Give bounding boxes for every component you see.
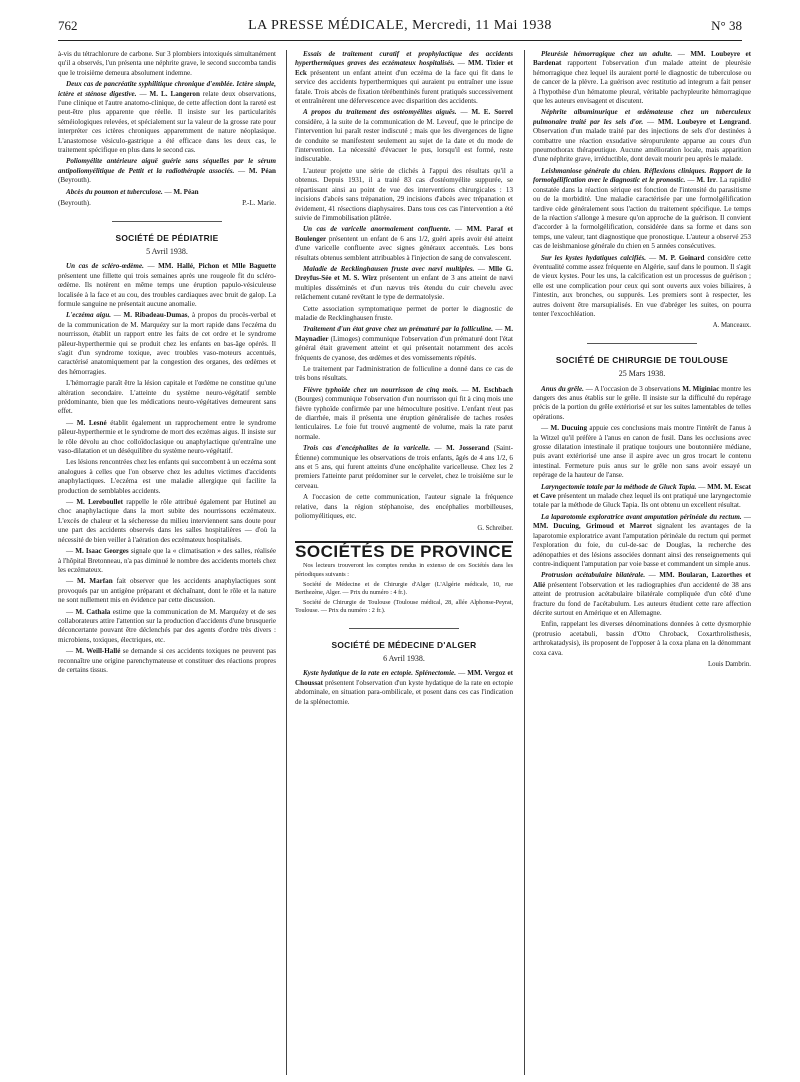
article-body: considère, à la suite de la communication de M. Leveuf, que le principe de l'intervention lui paraît rester indiscuté ; mais que les divergences de ligne de conduite se manifestent seulement au sujet de la date et du mode de l'intervention. La nécessité d'évacuer le pus, lorsqu'il est formé, reste indiscutable. (295, 117, 513, 164)
article-author: M. Miginiac (682, 384, 720, 393)
page-number: 762 (58, 18, 78, 33)
article-body: fait observer que les accidents anaphylactiques sont provoqués par un antigène préparant et déchaînant, dont le rôle et la nature ne sont nullement mis en évidence par cette discussion. (58, 577, 276, 605)
article-body: à propos du procès-verbal et de la communication de M. Marquézy sur la mort rapide dans l'eczéma du nourrisson, établit un rapport entre les faits de cet ordre et le syndrome pâleur-hyperthermie qui se produit chez les enfants en bas-âge opérés. Il s'agit d'un syndrome toxique, avec troubles vaso-moteurs accentués, caractérisé anatomiquement par la congestion des organes, des œdèmes et des hémorragies. (58, 311, 276, 376)
article: Néphrite albuminurique et œdémateuse chez un tuberculeux pulmonaire traité par les sels d'or. — MM. Loubeyre et Lengrand. Observation d'un malade traité par des injections de sels d'or destinées à combattre une réaction exsudative séropurulente apparue au cours d'un pneumothorax thérapeutique. Aucune amélioration locale, mais apparition d'une néphrite grave, irréductible, dont devait mourir peu après le malade. (533, 108, 751, 164)
signature: P.-L. Marie. (242, 199, 276, 208)
article-title: Maladie de Recklinghausen fruste avec nævi multiples. (303, 264, 475, 273)
article-author: M. Maynadier (295, 325, 513, 343)
signature-line (58, 199, 276, 208)
section-banner: SOCIÉTÉS DE PROVINCE (295, 541, 513, 561)
article: Laryngectomie totale par la méthode de Gluck Tapia. — MM. M. Escat et Cave présentent un malade chez lequel ils ont pratiqué une laryngectomie totale par la méthode de Gluck Tapia. Ils ont obtenu un excellent résultat. (533, 482, 751, 510)
article-body: présentent une fillette qui trois semaines après une rougeole fit du scléro-œdème. Ils notèrent en même temps une éruption papulo-vésiculeuse localisée à la face et au cou, des troubles cardiaques avec bruit de galop. La formule sanguine ne présentait aucune anomalie. (58, 271, 276, 308)
article-author: M. Péan (173, 187, 199, 196)
paragraph: Enfin, rappelant les diverses dénominations données à cette dysmorphie (protrusio acetabuli, bassin d'Otto Chroback, Coxarthrolisthesis, arthrokatadysis), ils proposent de l'opposer à la coxa plana en la dénommant coxa cava. (533, 620, 751, 657)
paragraph: Le traitement par l'administration de folliculine a donné dans ce cas de très bons résultats. (295, 365, 513, 383)
article: Leishmaniose générale du chien. Réflexions cliniques. Rapport de la formolgélification avec le diagnostic et le pronostic. — M. Irr. La rapidité constatée dans la réaction sérique est fonction de l'intensité du parasitisme ou de la morbidité. Une maladie caractérisée par une formolgélification tardive cède généralement sous l'action du traitement spécifique. Le temps de la réaction s'allonge à mesure qu'on approche de la guérison. Il convient d'accorder à la formolgélification, considérée dans sa forme et dans son temps, une valeur, tant diagnostique que pronostique. L'auteur a observé 253 cas de leishmaniose générale du chien en 5 années consécutives. (533, 166, 751, 251)
article: Fièvre typhoïde chez un nourrisson de cinq mois. — M. Eschbach (Bourges) communique l'observation d'un nourrisson qui fit à cinq mois une fièvre typhoïde confirmée par une hémoculture positive. L'enfant n'eut pas de diarrhée, mais il présenta une éruption généralisée de taches rosées lenticulaires. Le foie fut trouvé augmenté de volume, mais la rate parut normale. (295, 385, 513, 441)
section-date: 25 Mars 1938. (618, 369, 666, 379)
column-rule (286, 50, 287, 1075)
paragraph: A l'occasion de cette communication, l'auteur signale la fréquence relative, dans la région stéphanoise, des encéphalies morbilleuses, poliomyélitiques, etc. (295, 493, 513, 521)
article-body: La rapidité constatée dans la réaction sérique est fonction de l'intensité du parasitisme ou de la morbidité. Une maladie caractérisée par une formolgélification tardive cède généralement sous l'action du traitement spécifique. Le temps de la réaction s'allonge à mesure qu'on approche de la guérison. Il convient d'accorder à la formolgélification, considérée dans sa forme et dans son temps, une valeur, tant diagnostique que pronostique. L'auteur a observé 253 cas de leishmaniose générale du chien en 5 années consécutives. (533, 176, 751, 251)
article-title: Sur les kystes hydatiques calcifiés. (541, 253, 647, 262)
section-heading: SOCIÉTÉ DE MÉDECINE D'ALGER (331, 639, 477, 650)
article: Kyste hydatique de la rate en ectopie. Splénectomie. — MM. Vergoz et Choussat présentent l'observation d'un kyste hydatique de la rate en ectopie abdominale, en situation para-ombilicale, et posent dans ces cas l'indication de la splénectomie. (295, 669, 513, 706)
article-title: Fièvre typhoïde chez un nourrisson de cinq mois. (303, 385, 459, 394)
article-body: montre les dangers des anus établis sur le grêle. Il insiste sur la difficulté du repérage précis de la portion du grêle extériorisé et sur les suites lamentables de telles opérations. (533, 384, 751, 421)
article-title: A propos du traitement des ostéomyélites aiguës. (303, 108, 457, 117)
article-body: signale que la « climatisation » des salles, réalisée à l'hôpital Bretonneau, n'a pas diminué le nombre des accidents mortels chez les eczémateux. (58, 547, 276, 574)
column-left (58, 50, 276, 1080)
article-place: (Limoges) (330, 334, 361, 343)
article: Pleurésie hémorragique chez un adulte. — MM. Loubeyre et Bardenat rapportent l'observation d'un malade atteint de pleurésie hémorragique chez lequel ils auraient porté le diagnostic de tuberculose ou de cancer de la plèvre. La guérison avec restitutio ad integrum a fait penser à l'hypothèse d'un hématome pleural, véritable pachypleurite hémorragique que les auteurs envisagent et discutent. (533, 50, 751, 106)
signature: G. Schreiber. (477, 524, 513, 532)
section-date: 5 Avril 1938. (146, 246, 188, 256)
signature: A. Manceaux. (712, 322, 751, 330)
article-title: Leishmaniose générale du chien. Réflexions cliniques. Rapport de la formolgélification avec le diagnostic et le pronostic. (533, 166, 751, 185)
article-title: Traitement d'un état grave chez un prématuré par la folliculine. (303, 325, 494, 334)
article-author: M. P. Goinard (659, 253, 705, 262)
article: — M. Isaac Georges signale que la « climatisation » des salles, réalisée à l'hôpital Bretonneau, n'a pas diminué le nombre des accidents mortels chez les eczémateux. (58, 547, 276, 574)
article-title: Pleurésie hémorragique chez un adulte. (541, 50, 673, 58)
paragraph: Cette association symptomatique permet de porter le diagnostic de maladie de Recklinghausen fruste. (295, 304, 513, 322)
article-title: Abcès du poumon et tuberculose. (66, 187, 163, 196)
article-author: M. Ducuing (550, 424, 587, 433)
article-title: Deux cas de pancréatite syphilitique chronique d'emblée. Ictère simple, ictère et sténose digestive. (58, 80, 276, 98)
section-date: 6 Avril 1938. (383, 653, 425, 663)
article-title: Anus du grêle. (541, 384, 584, 393)
article-body: considère cette éventualité comme assez fréquente en Algérie, sauf dans le poumon. Il s'agit de vieux kystes. Pour les uns, la calcification est un processus de guérison ; elle est une complication pour ceux qui sont ouverts aux voies biliaires, à l'intestin, aux bronches, ou suppurés. Les premiers sont à respecter, les autres doivent être marsupialisés. En vue d'abréger les suites, on pourra tenter l'excochléation. (533, 253, 751, 318)
article-author: M. Marfan (77, 577, 113, 586)
article: Abcès du poumon et tuberculose. — M. Péan (66, 187, 199, 196)
separator (112, 221, 222, 222)
article-author: M. Péan (248, 166, 276, 175)
article-author: MM. M. Escat et Cave (533, 482, 751, 501)
article: Protrusion acétabulaire bilatérale. — MM. Boularan, Lazorthes et Alié présentent l'observation et les radiographies d'un accidenté de 38 ans atteint de protrusion acétabulaire bilatérale compliquée d'un côté d'une fracture du fond de l'acétabulum. Les auteurs étudient cette rare affection décrite surtout en Amérique et en Allemagne. (533, 571, 751, 617)
article-author: MM. Paraf et Boulenger (295, 225, 513, 243)
article-author: MM. Boularan, Lazorthes et Alié (533, 571, 751, 589)
article-body: présentent un enfant de 3 ans atteint de nævi multiples disséminés et d'un nævus très étendu du cuir chevelu avec relâchement cutané revêtant le type de dermatolysie. (295, 274, 513, 302)
article: Un cas de varicelle anormalement confluente. — MM. Paraf et Boulenger présentent un enfant de 6 ans 1/2, guéri après avoir été atteint d'une varicelle confluente avec signes généraux accentués. Les bons résultats obtenus semblent attribuables à l'injection de sang de convalescent. (295, 225, 513, 262)
article-author: MM. Vergoz et Choussat (295, 669, 513, 687)
article-body: Observation d'un malade traité par des injections de sels d'or destinées à combattre une réaction exsudative séropurulente apparue au cours d'un pneumothorax thérapeutique. Aucune amélioration locale, mais apparition d'une néphrite grave, irréductible, dont devait mourir peu après le malade. (533, 127, 751, 164)
article-body: présentent un enfant de 6 ans 1/2, guéri après avoir été atteint d'une varicelle confluente avec signes généraux accentués. Les bons résultats obtenus semblent attribuables à l'injection de sang de convalescent. (295, 234, 513, 262)
article: A propos du traitement des ostéomyélites aiguës. — M. E. Sorrel considère, à la suite de la communication de M. Leveuf, que le principe de l'intervention lui paraît rester indiscuté ; mais que les divergences de ligne de conduite se manifestent seulement au sujet de la date et du mode de l'intervention. La nécessité d'évacuer le pus, lorsqu'il est formé, reste indiscutable. (295, 108, 513, 164)
article-title: L'eczéma aigu. (66, 311, 112, 320)
article-author: M. Cathala (75, 607, 111, 616)
separator (587, 343, 697, 344)
article: — M. Ducuing appuie ces conclusions mais montre l'intérêt de l'anus à la Witzel qu'il préfère à l'anus en canon de fusil. Dans les occlusions avec grosse dilatation intestinale il pratique toujours une boutonnière médiane, puis avant extériorisé une anse il aspire avec un gros trocart le contenu intestinal. Fermeture puis anus sur le grêle non sans avoir essayé un repérage de la hauteur de l'anse. (533, 424, 751, 480)
separator (349, 628, 459, 629)
article-author: MM. Hallé, Pichon et Mlle Baguette (158, 262, 276, 271)
article-author: M. Weill-Hallé (75, 647, 121, 656)
article-author: M. Lesné (76, 418, 107, 427)
article-body: se demande si ces accidents toxiques ne peuvent pas reconnaître une origine parenchymateuse et constituer des réactions propres de certains tissus. (58, 647, 276, 674)
article: Poliomyélite antérieure aiguë guérie sans séquelles par le sérum antipoliomyélitique de Pettit et la radiothérapie associés. — M. Péan (Beyrouth). (58, 157, 276, 185)
article-body: communique l'observation d'un nourrisson qui fit à cinq mois une fièvre typhoïde confirmée par une hémoculture positive. L'enfant n'eut pas de diarrhée, mais il présenta une éruption généralisée de taches rosées lenticulaires. Le foie fut trouvé augmenté de volume, mais la rate parut normale. (295, 395, 513, 441)
article-lead: A l'occasion de 3 observations (594, 384, 681, 393)
article: L'eczéma aigu. — M. Ribadeau-Dumas, à propos du procès-verbal et de la communication de M. Marquézy sur la mort rapide dans l'eczéma du nourrisson, établit un rapport entre les faits de cet ordre et le syndrome pâleur-hyperthermie qui se produit chez les enfants en bas-âge opérés. Il s'agit d'un syndrome toxique, avec troubles vaso-moteurs accentués, caractérisé anatomiquement par la congestion des organes, des œdèmes et des hémorragies. (58, 311, 276, 376)
article-body: rapportent l'observation d'un malade atteint de pleurésie hémorragique chez lequel ils auraient porté le diagnostic de tuberculose ou de cancer de la plèvre. La guérison avec restitutio ad integrum a fait penser à l'hypothèse d'un hématome pleural, véritable pachypleurite hémorragique que les auteurs envisagent et discutent. (533, 59, 751, 106)
article-body: présentent un enfant atteint d'un eczéma de la face qui fit dans le service des accidents hyperthermiques qui auraient pu entraîner une issue fatale. Trois abcès de fixation térébenthinés furent pratiqués successivement et entraînèrent une défervescence avec disparition des accidents. (295, 68, 513, 106)
article-body: communique les observations de trois enfants, âgés de 4 ans 1/2, 6 ans et 5 ans, qui furent atteints d'une encéphalite varicelleuse. Chez les 2 premiers l'atteinte parut prédominer sur le cervelet, chez le troisième sur le cerveau. (295, 453, 513, 490)
section-heading: SOCIÉTÉ DE CHIRURGIE DE TOULOUSE (555, 354, 729, 365)
column-rule (524, 50, 525, 1075)
article-body: présentent l'observation d'un kyste hydatique de la rate en ectopie abdominale, en situation para-ombilicale, et posent dans ces cas l'indication de la splénectomie. (295, 678, 513, 706)
article: — M. Weill-Hallé se demande si ces accidents toxiques ne peuvent pas reconnaître une origine parenchymateuse et constituer des réactions propres de certains tissus. (58, 647, 276, 674)
article-body: présentent un malade chez lequel ils ont pratiqué une laryngectomie totale par la méthode de Gluck Tapia. Ils ont obtenu un excellent résultat. (533, 492, 751, 510)
article-body: présentent l'observation et les radiographies d'un accidenté de 38 ans atteint de protrusion acétabulaire bilatérale compliquée d'un côté d'une fracture du fond de l'acétabulum. Les auteurs étudient cette rare affection décrite surtout en Amérique et en Allemagne. (533, 580, 751, 617)
article-title: Trois cas d'encéphalites de la varicelle. (303, 444, 431, 453)
article-body: communique l'observation d'un prématuré dont l'état général était gravement atteint et qui présentait notamment des accès fréquents de cyanose, des œdèmes et des vomissements répétés. (295, 334, 513, 362)
article-place: (Bourges) (295, 395, 324, 404)
signature: Louis Dambrin. (707, 660, 751, 668)
article: — M. Lereboullet rappelle le rôle attribué également par Hutinel au choc anaphylactique dans la mort subite des nourrissons eczémateux. L'excès de chaleur et la sécheresse du milieu interviennent sans doute pour une part des accidents observés dans les salles hospitalières — d'où la nécessité de bien veiller à l'aération des eczémateux hospitalisés. (58, 498, 276, 544)
article-body: appuie ces conclusions mais montre l'intérêt de l'anus à la Witzel qu'il préfère à l'anus en canon de fusil. Dans les occlusions avec grosse dilatation intestinale il pratique toujours une boutonnière médiane, puis avant extériorisé une anse il aspire avec un gros trocart le contenu intestinal. Fermeture puis anus sur le grêle non sans avoir essayé un repérage de la hauteur de l'anse. (533, 424, 751, 480)
article-author: Mlle G. Dreyfus-Sée et M. S. Wirz (295, 264, 513, 283)
article-author: MM. Loubeyre et Bardenat (533, 50, 751, 68)
article-title: Néphrite albuminurique et œdémateuse chez un tuberculeux pulmonaire traité par les sels d'or. (533, 108, 751, 126)
article-author: M. Isaac Georges (75, 547, 129, 556)
article: Maladie de Recklinghausen fruste avec nævi multiples. — Mlle G. Dreyfus-Sée et M. S. Wirz présentent un enfant de 3 ans atteint de nævi multiples disséminés et d'un nævus très étendu du cuir chevelu avec relâchement cutané revêtant le type de dermatolysie. (295, 264, 513, 302)
reference: Société de Médecine et de Chirurgie d'Alger (L'Algérie médicale, 10, rue Berthezène, Alger. — Prix du numéro : 4 fr.). (295, 580, 513, 596)
article-title: Laryngectomie totale par la méthode de Gluck Tapia. (541, 482, 697, 491)
article-title: La laparotomie exploratrice avant amputation périnéale du rectum. (541, 512, 742, 521)
article-title: Un cas de scléro-œdème. (66, 262, 144, 271)
article-body: signalent les avantages de la laparotomie exploratrice avant l'amputation périnéale du rectum qui permet l'exploration du foie, du cul-de-sac de Douglas, la recherche des adénopathies et des lésions associées donnant ainsi des renseignements qui contre-indiquent l'amputation par voie basse et commandent un simple anus. (533, 522, 751, 568)
article-body: relate deux observations, l'une clinique et l'autre anatomo-clinique, de cette affection dont la rareté est peut-être plus apparente que réelle. Il insiste sur les particularités séméiologiques relevées, et spécialement sur la valeur de la grosse rate pour interpréter ces ictères chroniques apparemment de nature néoplasique. L'anastomose vésiculo-gastrique a été efficace dans les deux cas, le traitement spécifique en plus dans le second cas. (58, 89, 276, 155)
paragraph: L'auteur projette une série de clichés à l'appui des résultats qu'il a obtenus. Depuis 1931, il a traité 83 cas d'ostéomyélite suppurée, se répartissant ainsi au point de vue des interventions chirurgicales : 13 incisions d'abcès sans trépanation, 29 incisions d'abcès avec trépanation et évidement, 41 résections diaphysaires. Dans tous ces cas l'intervention a été suivie de l'immobilisation plâtrée. (295, 166, 513, 222)
paragraph: Les lésions rencontrées chez les enfants qui succombent à un eczéma sont analogues à celles que l'on observe chez les adultes victimes d'accidents anaphylactiques. L'eczéma est une maladie allergique qui facilite la production de semblables accidents. (58, 458, 276, 495)
page-header (58, 16, 742, 41)
journal-title: LA PRESSE MÉDICALE, Mercredi, 11 Mai 1938 (248, 18, 552, 33)
article-author: MM. Loubeyre et Lengrand (657, 117, 750, 126)
article: Traitement d'un état grave chez un prématuré par la folliculine. — M. Maynadier (Limoges) communique l'observation d'un prématuré dont l'état général était gravement atteint et qui présentait notamment des accès fréquents de cyanose, des œdèmes et des vomissements répétés. (295, 325, 513, 362)
article: Trois cas d'encéphalites de la varicelle. — M. Josserand (Saint-Étienne) communique les observations de trois enfants, âgés de 4 ans 1/2, 6 ans et 5 ans, qui furent atteints d'une encéphalite varicelleuse. Chez les 2 premiers l'atteinte parut prédominer sur le cervelet, chez le troisième sur le cerveau. (295, 444, 513, 490)
article-body: rappelle le rôle attribué également par Hutinel au choc anaphylactique dans la mort subite des nourrissons eczémateux. L'excès de chaleur et la sécheresse du milieu interviennent sans doute pour une part des accidents observés dans les salles hospitalières — d'où la nécessité de bien veiller à l'aération des eczémateux hospitalisés. (58, 498, 276, 544)
article-title: Protrusion acétabulaire bilatérale. (541, 571, 646, 580)
article-author: M. Lereboullet (76, 498, 124, 507)
article: — M. Marfan fait observer que les accidents anaphylactiques sont provoqués par un antigène préparant et déchaînant, dont le rôle et la nature ne sont nullement mis en évidence par cette discussion. (58, 577, 276, 605)
article-author: M. E. Sorrel (471, 108, 513, 117)
article-title: Un cas de varicelle anormalement confluente. (303, 225, 451, 234)
article-author: M. Eschbach (471, 385, 513, 394)
note: Nos lecteurs trouveront les comptes rendus in extenso de ces Sociétés dans les périodiques suivants : (295, 562, 513, 578)
article-place: (Beyrouth). (58, 176, 91, 185)
article: Un cas de scléro-œdème. — MM. Hallé, Pichon et Mlle Baguette présentent une fillette qui trois semaines après une rougeole fit du scléro-œdème. Ils notèrent en même temps une éruption papulo-vésiculeuse localisée à la face et au cou, des troubles cardiaques avec bruit de galop. La formule sanguine ne présentait aucune anomalie. (58, 262, 276, 308)
article-title: Essais de traitement curatif et prophylactique des accidents hyperthermiques graves des eczémateux hospitalisés. (295, 50, 513, 68)
article-body: établit également un rapprochement entre le syndrome pâleur-hyperthermie et le syndrome de mort des eczémas aigus. Il insiste sur le rôle dévolu au choc colloïdoclasique ou anaphylactique qu'entraîne une vaso-dilatation et un déséquilibre du système neuro-végétatif. (58, 418, 276, 456)
article: — M. Lesné établit également un rapprochement entre le syndrome pâleur-hyperthermie et le syndrome de mort des eczémas aigus. Il insiste sur le rôle dévolu au choc colloïdoclasique ou anaphylactique qu'entraîne une vaso-dilatation et un déséquilibre du système neuro-végétatif. (58, 418, 276, 456)
paragraph: L'hémorragie paraît être la lésion capitale et l'œdème ne constitue qu'une altération secondaire. L'atteinte du système neuro-végétatif semble prédominante, bien que les médications neuro-végétatives demeurent sans effet. (58, 379, 276, 416)
article: Sur les kystes hydatiques calcifiés. — M. P. Goinard considère cette éventualité comme assez fréquente en Algérie, sauf dans le poumon. Il s'agit de vieux kystes. Pour les uns, la calcification est un processus de guérison ; elle est une complication pour ceux qui sont ouverts aux voies biliaires, à l'intestin, aux bronches, ou suppurés. Les premiers sont à respecter, les autres doivent être marsupialisés. En vue d'abréger les suites, on pourra tenter l'excochléation. (533, 253, 751, 318)
column-middle (295, 50, 513, 1080)
section-heading: SOCIÉTÉ DE PÉDIATRIE (115, 232, 219, 243)
column-right (533, 50, 751, 1080)
article-place: (Beyrouth). (58, 199, 91, 208)
article-author: MM. Ducuing, Grimoud et Marrot (533, 522, 652, 531)
paragraph: à-vis du tétrachlorure de carbone. Sur 3 plombiers intoxiqués simultanément qu'il a observés, l'un présenta une néphrite grave, le second succomba tandis que le troisième demeura absolument indemne. (58, 50, 276, 77)
article: Anus du grêle. — A l'occasion de 3 observations M. Miginiac montre les dangers des anus établis sur le grêle. Il insiste sur la difficulté du repérage précis de la portion du grêle extériorisé et sur les suites lamentables de telles opérations. (533, 384, 751, 421)
article-author: MM. Tixier et Eck (295, 59, 513, 77)
article: — M. Cathala estime que la communication de M. Marquézy et de ses collaborateurs attire l'attention sur la production d'accidents d'une brusquerie déconcertante pouvant être déclenchés par des agents d'ordre très divers : microbiens, toxiques, électriques, etc. (58, 607, 276, 644)
article: Essais de traitement curatif et prophylactique des accidents hyperthermiques graves des eczémateux hospitalisés. — MM. Tixier et Eck présentent un enfant atteint d'un eczéma de la face qui fit dans le service des accidents hyperthermiques qui auraient pu entraîner une issue fatale. Trois abcès de fixation térébenthinés furent pratiqués successivement et entraînèrent une défervescence avec disparition des accidents. (295, 50, 513, 106)
article: La laparotomie exploratrice avant amputation périnéale du rectum. — MM. Ducuing, Grimoud et Marrot signalent les avantages de la laparotomie exploratrice avant l'amputation périnéale du rectum qui permet l'exploration du foie, du cul-de-sac de Douglas, la recherche des adénopathies et des lésions associées donnant ainsi des renseignements qui contre-indiquent l'amputation par voie basse et commandent un simple anus. (533, 512, 751, 568)
article-title: Poliomyélite antérieure aiguë guérie sans séquelles par le sérum antipoliomyélitique de Pettit et la radiothérapie associés. (58, 157, 276, 175)
article-author: M. L. Langeron (149, 89, 200, 98)
article-title: Kyste hydatique de la rate en ectopie. Splénectomie. (303, 669, 456, 678)
article-place: (Saint-Étienne) (295, 444, 513, 462)
article-author: M. Ribadeau-Dumas (123, 311, 188, 320)
reference: Société de Chirurgie de Toulouse (Toulouse médical, 28, allée Alphonse-Peyrat, Toulouse. — Prix du numéro : 2 fr.). (295, 599, 513, 615)
article: Deux cas de pancréatite syphilitique chronique d'emblée. Ictère simple, ictère et sténose digestive. — M. L. Langeron relate deux observations, l'une clinique et l'autre anatomo-clinique, de cette affection dont la rareté est peut-être plus apparente que réelle. Il insiste sur les particularités séméiologiques relevées, et spécialement sur la valeur de la grosse rate pour interpréter ces ictères chroniques apparemment de nature néoplasique. L'anastomose vésiculo-gastrique a été efficace dans les deux cas, le traitement spécifique en plus dans le second cas. (58, 80, 276, 155)
issue-number: N° 38 (711, 18, 742, 33)
article-author: M. Josserand (446, 444, 490, 453)
article-author: M. Irr (696, 176, 717, 185)
article-body: estime que la communication de M. Marquézy et de ses collaborateurs attire l'attention sur la production d'accidents d'une brusquerie déconcertante pouvant être déclenchés par des agents d'ordre très divers : microbiens, toxiques, électriques, etc. (58, 607, 276, 644)
